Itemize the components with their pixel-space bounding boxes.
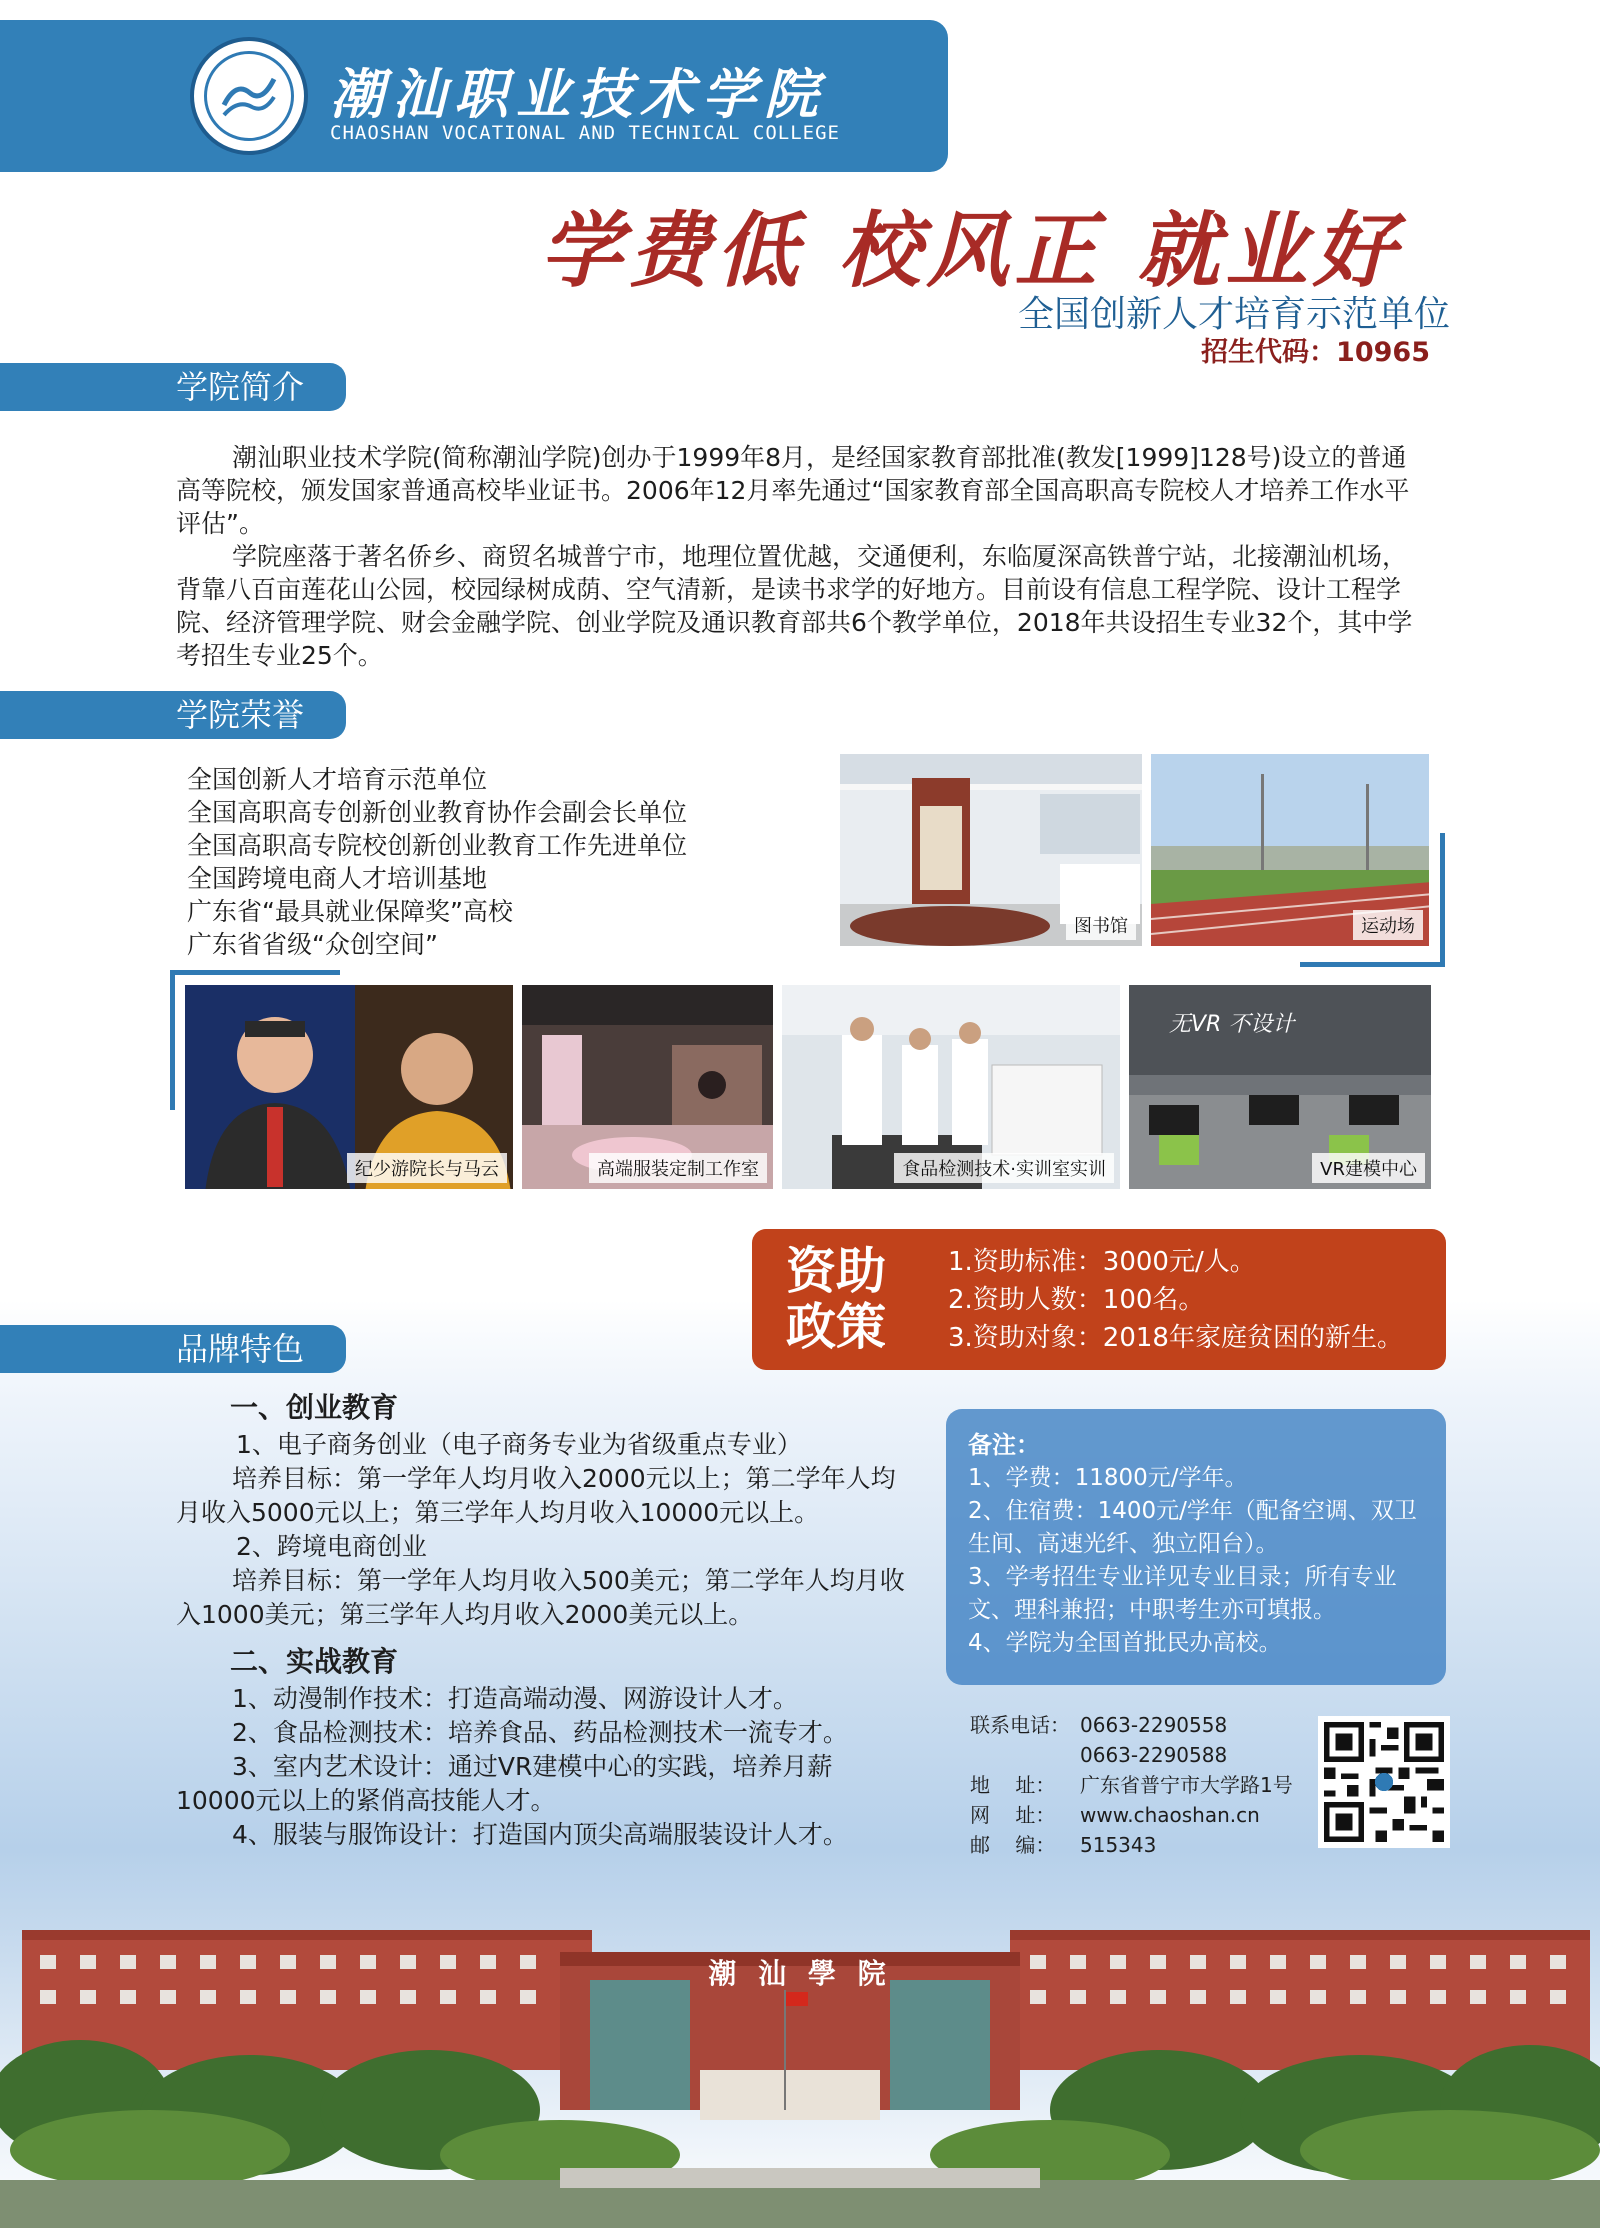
contact-label: 地 址：	[970, 1773, 1056, 1797]
fashion-studio-photo	[520, 983, 775, 1191]
brand-item: 2、食品检测技术：培养食品、药品检测技术一流专才。	[232, 1718, 848, 1747]
contact-info	[970, 1710, 1300, 1860]
intro-text	[176, 441, 1428, 672]
brand-item: 4、服装与服饰设计：打造国内顶尖高端服装设计人才。	[232, 1820, 848, 1849]
photo-frame-line	[170, 970, 175, 1110]
brand-heading: 二、实战教育	[230, 1645, 399, 1678]
campus-building-photo	[0, 1900, 1600, 2228]
photo-caption: 图书馆	[1066, 910, 1136, 940]
contact-label: 联系电话：	[970, 1713, 1070, 1737]
notes-list	[968, 1462, 1424, 1660]
photo-caption: VR建模中心	[1312, 1153, 1425, 1183]
brand-goal: 培养目标：第一学年人均月收入2000元以上；第二学年人均月收入5000元以上；第三学年人均月收入10000元以上。	[176, 1464, 896, 1527]
vr-wall-sign: 无VR 不设计	[1169, 1012, 1295, 1037]
honor-item: 全国高职高专院校创新创业教育工作先进单位	[187, 831, 688, 860]
honors-list	[187, 763, 807, 961]
photo-frame-line	[1440, 833, 1445, 967]
college-name-english: CHAOSHAN VOCATIONAL AND TECHNICAL COLLEGE	[330, 122, 840, 144]
subsidy-item: 1.资助标准：3000元/人。	[948, 1247, 1256, 1277]
brand-item: 1、电子商务创业（电子商务专业为省级重点专业）	[236, 1430, 802, 1459]
photo-caption: 食品检测技术·实训室实训	[894, 1153, 1114, 1183]
vr-modeling-center-photo	[1127, 983, 1433, 1191]
postal-code: 515343	[1080, 1833, 1157, 1857]
address: 广东省普宁市大学路1号	[1080, 1773, 1293, 1797]
photo-caption: 运动场	[1353, 910, 1423, 940]
subsidy-title-line: 资助	[786, 1241, 886, 1300]
section-tag-brand: 品牌特色	[0, 1325, 346, 1373]
qr-code-icon	[1318, 1716, 1450, 1848]
president-photo	[183, 983, 515, 1191]
subsidy-title-line: 政策	[786, 1297, 886, 1356]
honor-item: 广东省“最具就业保障奖”高校	[187, 897, 513, 926]
honor-item: 全国高职高专创新创业教育协作会副会长单位	[187, 798, 688, 827]
enrollment-code: 招生代码：10965	[1201, 337, 1430, 368]
college-name-chinese: 潮汕职业技术学院	[330, 62, 826, 126]
subsidy-list	[948, 1243, 1438, 1357]
honor-item: 广东省省级“众创空间”	[187, 930, 438, 959]
intro-paragraph: 学院座落于著名侨乡、商贸名城普宁市，地理位置优越，交通便利，东临厦深高铁普宁站，北接潮汕机场，背靠八百亩莲花山公园，校园绿树成荫、空气清新，是读书求学的好地方。目前设有信息工程学院、设计工程学院、经济管理学院、财会金融学院、创业学院及通识教育部共6个教学单位，2018年共设招生专业32个，其中学考招生专业25个。	[176, 542, 1413, 670]
phone-number: 0663-2290558	[1080, 1713, 1228, 1737]
contact-label: 网 址：	[970, 1803, 1056, 1827]
note-item: 2、住宿费：1400元/学年（配备空调、双卫生间、高速光纤、独立阳台）。	[968, 1498, 1417, 1557]
contact-label: 邮 编：	[970, 1833, 1056, 1857]
subsidy-title	[786, 1243, 916, 1355]
subsidy-item: 3.资助对象：2018年家庭贫困的新生。	[948, 1323, 1403, 1353]
slogan: 学费低 校风正 就业好	[540, 204, 1402, 299]
food-testing-lab-photo	[780, 983, 1122, 1191]
brand-goal: 培养目标：第一学年人均月收入500美元；第二学年人均月收入1000美元；第三学年人均月收入2000美元以上。	[176, 1566, 905, 1629]
note-item: 3、学考招生专业详见专业目录；所有专业文、理科兼招；中职考生亦可填报。	[968, 1564, 1397, 1623]
photo-frame-line	[170, 970, 340, 975]
brand-item: 1、动漫制作技术：打造高端动漫、网游设计人才。	[232, 1684, 798, 1713]
brand-item: 3、室内艺术设计：通过VR建模中心的实践，培养月薪10000元以上的紧俏高技能人才。	[176, 1752, 833, 1815]
brand-features	[176, 1388, 906, 1852]
college-logo	[190, 37, 308, 155]
intro-paragraph: 潮汕职业技术学院(简称潮汕学院)创办于1999年8月，是经国家教育部批准(教发[1999]128号)设立的普通高等院校，颁发国家普通高校毕业证书。2006年12月率先通过“国家教育部全国高职高专院校人才培养工作水平评估”。	[176, 443, 1410, 538]
library-photo	[838, 752, 1144, 948]
website: www.chaoshan.cn	[1080, 1803, 1260, 1827]
honor-item: 全国创新人才培育示范单位	[187, 765, 488, 794]
logo-wave-icon	[220, 71, 278, 119]
brand-item: 2、跨境电商创业	[236, 1532, 427, 1561]
notes-box	[946, 1409, 1446, 1685]
note-item: 1、学费：11800元/学年。	[968, 1465, 1248, 1491]
subsidy-policy-box	[752, 1229, 1446, 1370]
photo-caption: 高端服装定制工作室	[589, 1153, 767, 1183]
honor-item: 全国跨境电商人才培训基地	[187, 864, 488, 893]
section-tag-intro: 学院简介	[0, 363, 346, 411]
photo-frame-line	[1300, 962, 1445, 967]
sports-field-photo	[1149, 752, 1431, 948]
subsidy-item: 2.资助人数：100名。	[948, 1285, 1205, 1315]
notes-heading: 备注：	[968, 1431, 1040, 1459]
phone-number: 0663-2290588	[1080, 1743, 1228, 1767]
brand-heading: 一、创业教育	[230, 1391, 399, 1424]
section-tag-honors: 学院荣誉	[0, 691, 346, 739]
subtitle: 全国创新人才培育示范单位	[1017, 294, 1450, 335]
photo-caption: 纪少游院长与马云	[347, 1153, 507, 1183]
note-item: 4、学院为全国首批民办高校。	[968, 1630, 1282, 1656]
building-sign: 潮 汕 學 院	[708, 1957, 892, 1990]
